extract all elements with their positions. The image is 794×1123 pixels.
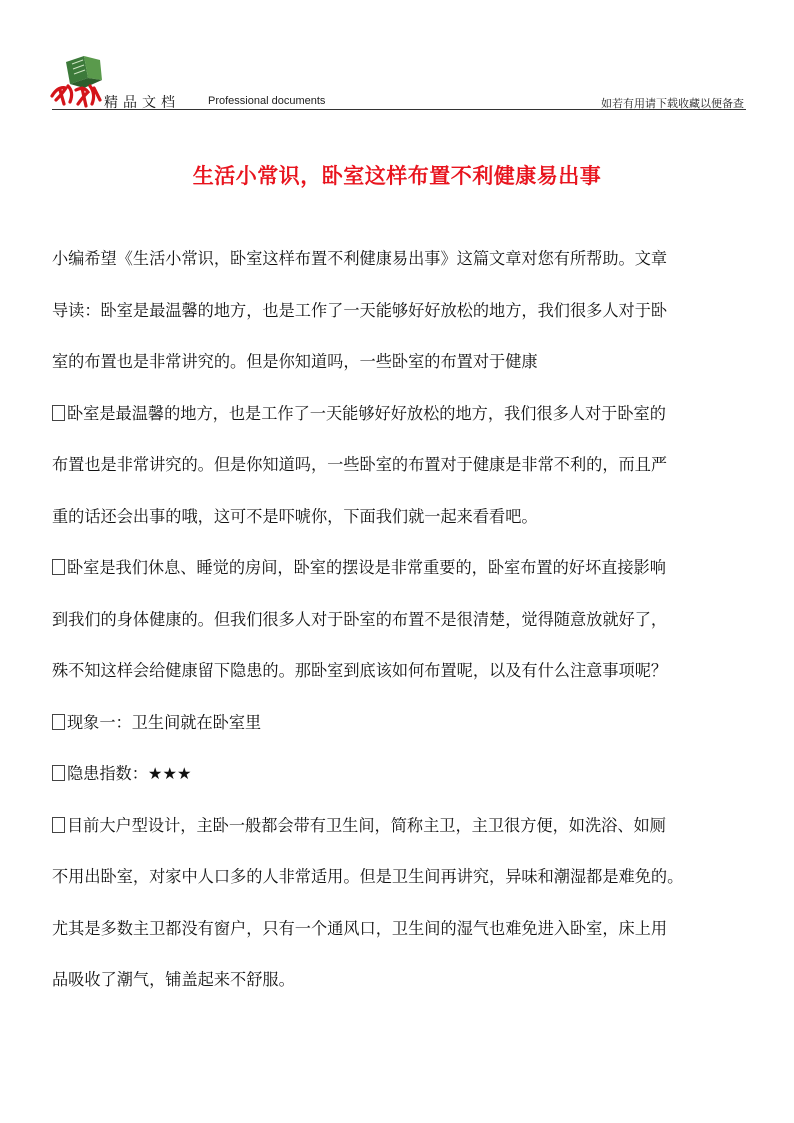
body-line: 室的布置也是非常讲究的。但是你知道吗，一些卧室的布置对于健康 <box>52 352 538 371</box>
missing-glyph-box-icon <box>52 559 65 575</box>
body-line: 布置也是非常讲究的。但是你知道吗，一些卧室的布置对于健康是非常不利的，而且严 <box>52 455 668 474</box>
header-note: 如若有用请下载收藏以便备查 <box>601 97 744 110</box>
body-line: 尤其是多数主卫都没有窗户，只有一个通风口，卫生间的湿气也难免进入卧室，床上用 <box>52 918 668 938</box>
body-line: 目前大户型设计，主卧一般都会带有卫生间，简称主卫，主卫很方便，如洗浴、如厕 <box>52 808 772 860</box>
body-line: 殊不知这样会给健康留下隐患的。那卧室到底该如何布置呢，以及有什么注意事项呢？ <box>52 661 668 680</box>
body-line: 不用出卧室，对家中人口多的人非常适用。但是卫生间再讲究，异味和潮湿都是难免的。 <box>52 867 684 886</box>
missing-glyph-box-icon <box>52 405 65 421</box>
body-line: 小编希望《生活小常识，卧室这样布置不利健康易出事》这篇文章对您有所帮助。文章 <box>52 249 668 268</box>
brand-subtitle: Professional documents <box>208 95 326 107</box>
missing-glyph-box-icon <box>52 817 65 833</box>
section-heading: 现象一：卫生间就在卧室里 <box>52 705 772 757</box>
missing-glyph-box-icon <box>52 714 65 730</box>
body-line: 品吸收了潮气，铺盖起来不舒服。 <box>52 970 295 989</box>
body-line: 卧室是最温馨的地方，也是工作了一天能够好好放松的地方，我们很多人对于卧室的 <box>52 396 772 448</box>
hazard-rating: 隐患指数：★★★ <box>52 756 772 808</box>
page-header <box>48 52 746 110</box>
body-line: 卧室是我们休息、睡觉的房间，卧室的摆设是非常重要的，卧室布置的好坏直接影响 <box>52 550 772 602</box>
body-line: 导读：卧室是最温馨的地方，也是工作了一天能够好好放松的地方，我们很多人对于卧 <box>52 300 668 320</box>
body-line: 到我们的身体健康的。但我们很多人对于卧室的布置不是很清楚，觉得随意放就好了， <box>52 609 668 629</box>
zhishi-book-logo-icon <box>48 52 110 110</box>
document-title: 生活小常识，卧室这样布置不利健康易出事 <box>192 164 602 188</box>
header-divider <box>52 109 746 110</box>
document-body <box>52 241 772 1014</box>
brand-title: 精品文档 <box>104 95 180 111</box>
body-line: 重的话还会出事的哦，这可不是吓唬你，下面我们就一起来看看吧。 <box>52 506 538 526</box>
missing-glyph-box-icon <box>52 765 65 781</box>
